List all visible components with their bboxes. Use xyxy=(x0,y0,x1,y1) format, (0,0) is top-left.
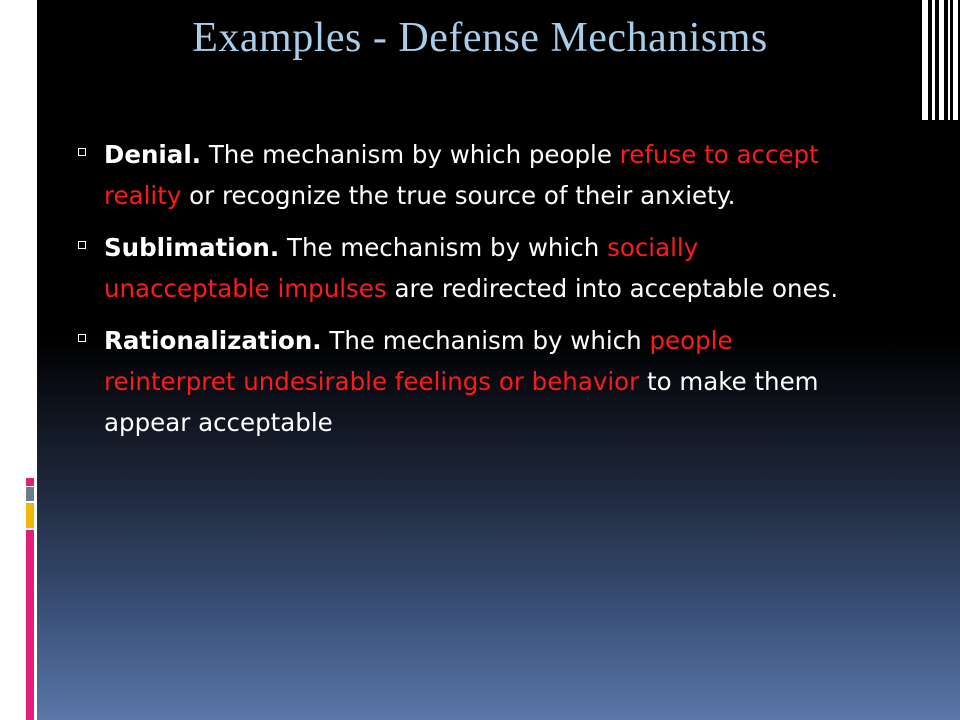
highlighted-text: people reinterpret undesirable feelings or behavior xyxy=(104,326,733,396)
bullet-list xyxy=(78,134,858,454)
accent-bar-pink-small xyxy=(26,478,34,486)
highlighted-text: socially unacceptable impulses xyxy=(104,233,699,303)
hollow-square-bullet-icon xyxy=(78,334,86,342)
term-label: Denial. xyxy=(104,140,202,169)
hollow-square-bullet-icon xyxy=(78,241,86,249)
list-item-sublimation xyxy=(78,227,858,309)
list-item-rationalization xyxy=(78,320,858,443)
description-text: The mechanism by which xyxy=(286,233,600,262)
slide-title: Examples - Defense Mechanisms xyxy=(192,15,768,61)
description-text: The mechanism by which people xyxy=(208,140,612,169)
hollow-square-bullet-icon xyxy=(78,148,86,156)
description-text: or recognize the true source of their anxiety. xyxy=(189,181,736,210)
description-text: to make them appear acceptable xyxy=(104,367,819,437)
highlighted-text: refuse to accept reality xyxy=(104,140,819,210)
accent-bar-gray xyxy=(26,487,34,501)
term-label: Rationalization. xyxy=(104,326,322,355)
list-item-denial xyxy=(78,134,858,216)
accent-bar-yellow xyxy=(26,503,34,528)
term-label: Sublimation. xyxy=(104,233,280,262)
description-text: The mechanism by which xyxy=(329,326,642,355)
description-text: are redirected into acceptable ones. xyxy=(394,274,839,303)
accent-bar-pink-long xyxy=(26,530,34,720)
